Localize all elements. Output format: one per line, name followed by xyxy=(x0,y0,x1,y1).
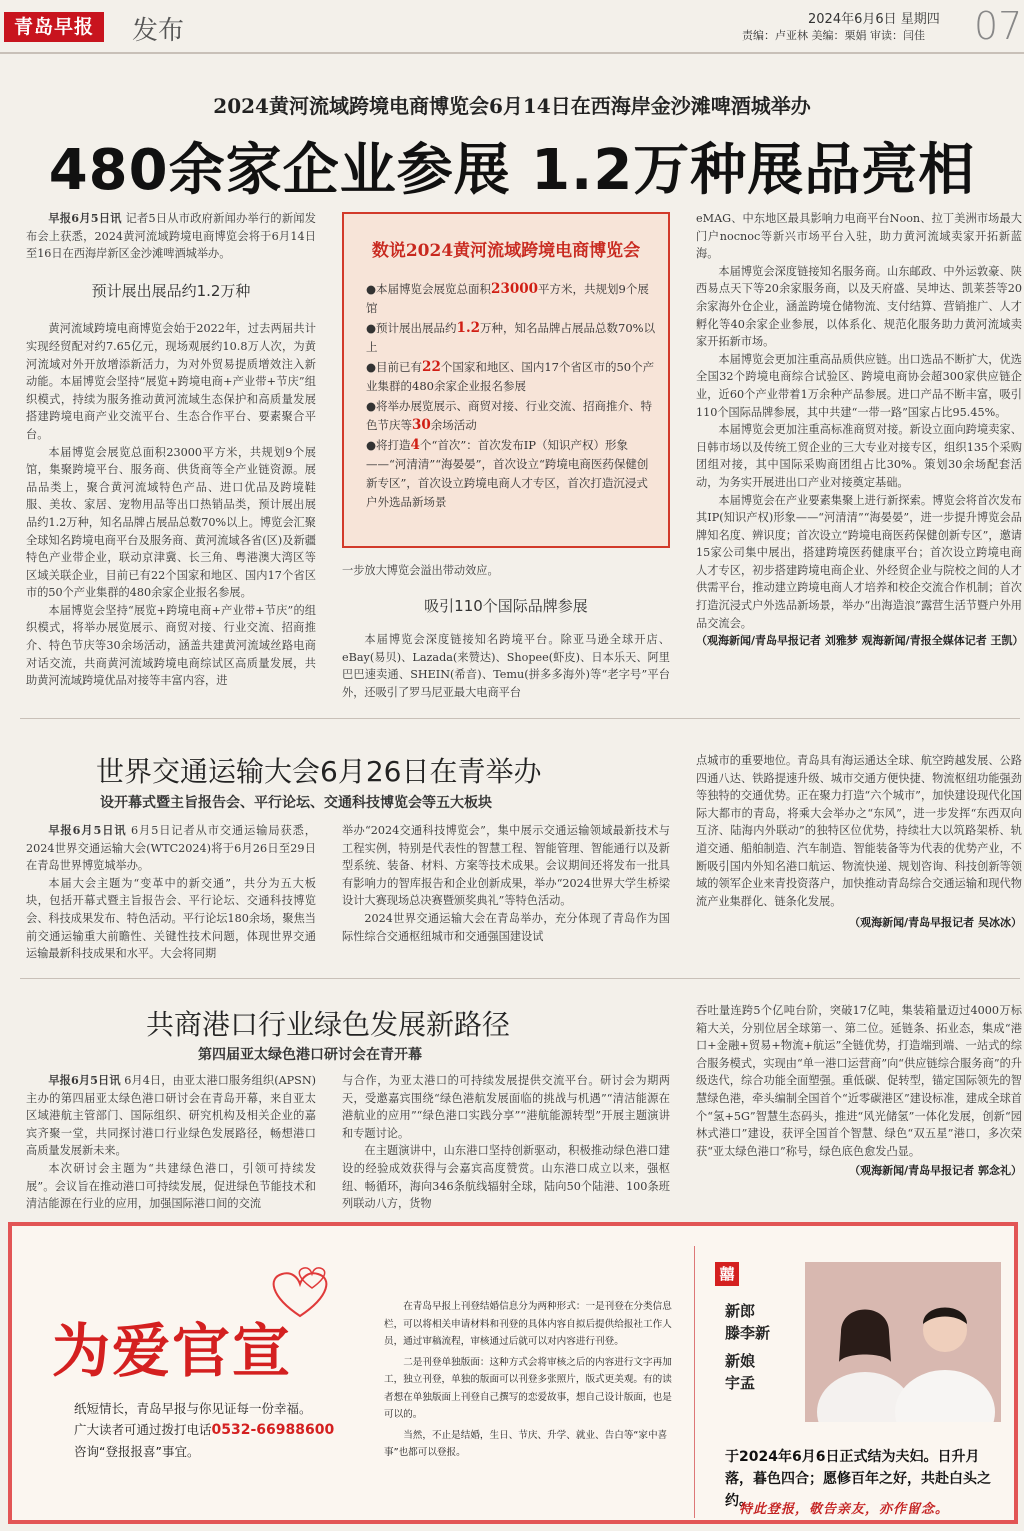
infobox-item: ●目前已有22个国家和地区、国内17个省区市的50个产业集群的480余家企业报名参展 xyxy=(366,359,655,393)
couple-photo xyxy=(805,1262,1001,1422)
infobox-item: ●将举办展览展示、商贸对接、行业交流、招商推介、特色节庆等30余场活动 xyxy=(366,399,653,433)
newspaper-logo: 青岛早报 xyxy=(4,12,104,42)
paragraph: 本届博览会更加注重高品质供应链。出口选品不断扩大，优选全国32个跨境电商综合试验区、跨境电商协会超300家供应链企业，近60个产业带着1万余种产品参展。进口产品不断丰富，吸引110个国际品牌参展，其中共建“一带一路”国家占比95.45%。 xyxy=(696,352,1022,419)
phone-number[interactable]: 0532-66988600 xyxy=(211,1422,335,1438)
infobox-item: ●将打造4个“首次”：首次发布IP（知识产权）形象——“河清清”“海晏晏”，首次设立“跨境电商医药保健创新专区”，首次设立跨境电商人才专区，首次打造沉浸式户外选品新场景 xyxy=(366,437,649,509)
story2-headline: 世界交通运输大会6月26日在青举办 xyxy=(96,755,542,788)
infobox-list xyxy=(366,280,656,513)
ad-body xyxy=(384,1298,674,1465)
paragraph: 举办“2024交通科技博览会”，集中展示交通运输领域最新技术与工程实例，特别是代表性的智慧工程、智能管理、智能通行以及新型系统、装备、材料、方案等技术成果。会议期间还将发布一批具有影响力的智库报告和企业创新成果，举办“2024世界大学生桥梁设计大赛现场总决赛暨颁奖典礼”等特色活动。 xyxy=(342,824,670,908)
paragraph: 本届博览会展览总面积23000平方米，共规划9个展馆，集聚跨境平台、服务商、供货商等全产业链资源。展品品类上，聚合黄河流域特色产品、进口优品及跨境鞋服、美妆、家居、宠物用品等出口热销品类，预计展出展品约1.2万种，知名品牌占展品总数70%以上。博览会汇聚全球知名跨境电商平台及服务商、黄河流域各省(区)及新疆特色产业带企业，联动京津冀、长三角、粤港澳大湾区等区域关联企业，目前已有22个国家和地区、国内17个省区市的50个产业集群的480余家企业报名参展。 xyxy=(26,445,316,600)
paragraph: 本届博览会在产业要素集聚上进行新探索。博览会将首次发布其IP(知识产权)形象——“河清清”“海晏晏”，进一步提升博览会品牌知名度、辨识度；首次设立“跨境电商医药保健创新专区”，邀请15家公司集中展出，搭建跨境医药健康平台；首次设立跨境电商人才专区，初步搭建跨境电商企业、外经贸企业与院校之间的人才供需平台，推动建立跨境电商人才培养和校企交流合作机制；首次打造沉浸式户外选品新场景，举办“出海造浪”露营生活节暨户外用品交流会。 xyxy=(696,493,1022,630)
paragraph: 在主题演讲中，山东港口坚持创新驱动，积极推动绿色港口建设的经验成效获得与会嘉宾高度赞赏。山东港口成立以来，强枢纽、畅循环，海向346条航线辐射全球，陆向50个陆港、100条班列联动八方，货物 xyxy=(342,1144,670,1211)
dateline: 早报6月5日讯 xyxy=(48,1073,121,1087)
story1-column-1 xyxy=(26,210,316,690)
couple-photo-illustration xyxy=(805,1262,1001,1422)
paragraph: 二是刊登单独版面：这种方式会将审核之后的内容进行文字再加工，独立刊登，单独的版面可以刊登多张照片，版式更美观。有的读者想在单独版面上刊登自己撰写的恋爱故事，想自己设计版面，也是可以的。 xyxy=(384,1356,672,1420)
stats-infobox xyxy=(342,212,670,548)
section-title: 发布 xyxy=(132,16,185,46)
story3-headline: 共商港口行业绿色发展新路径 xyxy=(146,1008,511,1041)
divider xyxy=(20,978,1020,979)
paragraph: eMAG、中东地区最具影响力电商平台Noon、拉丁美洲市场最大门户nocnoc等新兴市场平台入驻，助力黄河流域卖家开拓新蓝海。 xyxy=(696,212,1022,261)
reporter-credit: （观海新闻/青岛早报记者 刘雅梦 观海新闻/青报全媒体记者 王凯） xyxy=(696,634,1024,648)
infobox-title: 数说2024黄河流域跨境电商博览会 xyxy=(371,241,641,261)
wedding-notice xyxy=(694,1246,1013,1518)
paragraph: 2024世界交通运输大会在青岛举办，充分体现了青岛作为国际性综合交通枢纽城市和交通强国建设试 xyxy=(342,911,670,943)
paragraph: 本届博览会深度链接知名服务商。山东邮政、中外运敦豪、陕西易点天下等20余家服务商，以及天府盛、吴坤达、凯莱荟等20余家海外仓企业，涵盖跨境仓储物流、支付结算、营销推广、人才孵化等40余家企业参展，以体系化、规范化服务助力黄河流域卖家开拓新市场。 xyxy=(696,264,1022,349)
story1-kicker: 2024黄河流域跨境电商博览会6月14日在西海岸金沙滩啤酒城举办 xyxy=(213,94,811,118)
paragraph: 本届博览会坚持“展览+跨境电商+产业带+节庆”的组织模式，将举办展览展示、商贸对接、行业交流、招商推介、特色节庆等30余场活动，涵盖共建黄河流域丝路电商对话交流，共商黄河流域跨境电商综试区高质量发展，共助黄河流域跨境优品对接等丰富内容，进 xyxy=(26,603,316,688)
story1-subhead-1: 预计展出展品约1.2万种 xyxy=(91,281,251,300)
divider xyxy=(20,718,1020,719)
paragraph: 当然，不止是结婚，生日、节庆、升学、就业、告白等“家中喜事”也都可以登报。 xyxy=(384,1429,668,1458)
paragraph: 本届大会主题为“变革中的新交通”，共分为五大板块，包括开幕式暨主旨报告会、平行论坛、交通科技博览会、科技成果发布、特色活动。平行论坛180余场，聚焦当前交通运输重大前瞻性、关键性技术问题，体现世界交通运输最新科技成果和水平。大会将同期 xyxy=(26,876,316,961)
editor-credits: 责编：卢亚林 美编：栗娟 审读：闫佳 xyxy=(742,29,925,42)
couple-labels: 新郎 滕李新 新娘 宇孟 xyxy=(725,1302,771,1392)
double-happiness-icon: 囍 xyxy=(715,1262,739,1286)
dateline: 早报6月5日讯 xyxy=(48,211,122,225)
story2-column-2 xyxy=(342,822,670,945)
paragraph: 与合作，为亚太港口的可持续发展提供交流平台。研讨会为期两天，受邀嘉宾围绕“绿色港航发展面临的挑战与机遇”“清洁能源在港航业的应用”“绿色港口实践分享”“港航能源转型”开展主题演讲和专题讨论。 xyxy=(342,1074,670,1140)
paragraph: 本届博览会更加注重高标准商贸对接。新设立面向跨境卖家、日韩市场以及传统工贸企业的三大专业对接专区，组织135个采购团组对接，其中国际采购商团组占比30%。策划30余场配套活动，为务实开展进出口产业对接奠定基础。 xyxy=(696,423,1022,489)
ad-tagline: 纸短情长，青岛早报与你见证每一份幸福。 广大读者可通过拨打电话0532-66988600 咨询“登报报喜”事宜。 xyxy=(74,1401,335,1459)
wedding-announcement-ad xyxy=(8,1222,1018,1524)
paragraph: 黄河流域跨境电商博览会始于2022年，过去两届共计实现经贸配对约7.65亿元，现场观展约10.8万人次，为黄河流域对外开放增添新活力，为对外贸易提质增效注入新动能。本届博览会坚持“展览+跨境电商+产业带+节庆”组织模式，持续为服务推动黄河流域生态保护和高质量发展搭建跨境电商产业交流平台、生态合作平台、要素聚合平台。 xyxy=(26,322,316,441)
page-number: 07 xyxy=(974,4,1023,48)
story3-column-3 xyxy=(696,1002,1022,1180)
story2-column-3 xyxy=(696,752,1022,932)
paragraph: 本次研讨会主题为“共建绿色港口，引领可持续发展”。会议旨在推动港口可持续发展，促进绿色节能技术和清洁能源在行业的应用，加强国际港口间的交流 xyxy=(26,1161,316,1211)
story3-subhead: 第四届亚太绿色港口研讨会在青开幕 xyxy=(198,1047,422,1063)
lead-text: 记者5日从市政府新闻办举行的新闻发布会上获悉，2024黄河流域跨境电商博览会将于6月14日至16日在西海岸新区金沙滩啤酒城举办。 xyxy=(26,212,316,261)
wedding-footer: 特此登报，敬告亲友，亦作留念。 xyxy=(739,1502,950,1517)
issue-date: 2024年6月6日 星期四 xyxy=(808,12,940,27)
dateline: 早报6月5日讯 xyxy=(48,823,127,837)
paragraph: 本届博览会深度链接知名跨境平台。除亚马逊全球开店、eBay(易贝)、Lazada(来赞达)、Shopee(虾皮)、日本乐天、阿里巴巴速卖通、SHEIN(希音)、Temu(拼多多海外)等“老字号”平台外，还吸引了罗马尼亚最大电商平台 xyxy=(342,633,670,699)
wedding-date-text: 于2024年6月6日正式结为夫妇。日升月落，暮色四合；愿修百年之好，共赴白头之约。 xyxy=(725,1449,991,1509)
story1-subhead-2: 吸引110个国际品牌参展 xyxy=(424,596,588,615)
story2-column-1: 早报6月5日讯 6月5日记者从市交通运输局获悉，2024世界交通运输大会(WTC2024)将于6月26日至29日在青岛世界博览城举办。 本届大会主题为“变革中的新交通”，共分为五大板块，包括开幕式暨主旨报告会、平行论坛、交通科技博览会、科技成果发布、特色活动。平行论坛180余场，聚焦当前交通运输重大前瞻性、关键性技术问题，体现世界交通运输最新科技成果和水平。大会将同期 xyxy=(26,822,316,963)
paragraph: 在青岛早报上刊登结婚信息分为两种形式：一是刊登在分类信息栏，可以将相关申请材料和刊登的具体内容自拟后提供给报社工作人员，通过审稿流程，审核通过后就可以对内容进行刊登。 xyxy=(384,1301,672,1347)
paragraph: 点城市的重要地位。青岛具有海运通达全球、航空跨越发展、公路四通八达、铁路提速升级、城市交通方便快捷、物流枢纽功能强劲等独特的交通优势。正在聚力打造“六个城市”，加快建设现代化国际大都市的青岛，将乘大会举办之“东风”，进一步发挥“东西双向互济、陆海内外联动”的独特区位优势，持续壮大以筑路架桥、轨道交通、船舶制造、汽车制造、智能装备等为代表的优势产业，不断吸引国内外知名港口航运、物流快递、规划咨询、科技创新等领域的领军企业来青投资落户，加快推动青岛综合交通运输和现代物流产业集群化、链条化发展。 xyxy=(696,754,1022,908)
paragraph: 吞吐量连跨5个亿吨台阶，突破17亿吨，集装箱量迈过4000万标箱大关，分别位居全球第一、第二位。延链条、拓业态，集成“港口+金融+贸易+物流+航运”全链优势，打造端到端、一站式的综合服务模式，实现由“单一港口运营商”向“供应链综合服务商”的升级迭代，综合功能全面塑强。重低碳、促转型，锚定国际领先的智慧绿色港，牵头编制全国首个“近零碳港区”建设标准，建成全球首个“氢+5G”智慧生态码头，推进“风光储氢”一体化发展，创新“园林式港口”建设，获评全国首个智慧、绿色“双五星”港口，多次荣获“亚太绿色港口”称号，绿色底色愈发凸显。 xyxy=(696,1004,1022,1158)
infobox-item: ●预计展出展品约1.2万种，知名品牌占展品总数70%以上 xyxy=(366,320,656,354)
masthead xyxy=(0,0,1024,54)
ad-title: 为爱官宣 xyxy=(52,1317,293,1385)
reporter-credit: （观海新闻/青岛早报记者 吴冰冰） xyxy=(849,916,1022,930)
infobox-item: ●本届博览会展览总面积23000平方米，共规划9个展馆 xyxy=(366,281,649,315)
story1-headline: 480余家企业参展 1.2万种展品亮相 xyxy=(48,138,976,203)
reporter-credit: （观海新闻/青岛早报记者 郭念礼） xyxy=(849,1164,1022,1178)
story3-column-1: 早报6月5日讯 6月4日，由亚太港口服务组织(APSN)主办的第四届亚太绿色港口研讨会在青岛开幕，来自亚太区域港航主管部门、国际组织、研究机构及相关企业的嘉宾齐聚一堂，共同探讨港口行业绿色发展路径，畅想港口高质量发展新未来。 本次研讨会主题为“共建绿色港口，引领可持续发展”。会议旨在推动港口可持续发展，促进绿色节能技术和清洁能源在行业的应用，加强国际港口间的交流 xyxy=(26,1072,316,1213)
paragraph: 一步放大博览会溢出带动效应。 xyxy=(342,564,499,577)
story1-column-3 xyxy=(696,210,1022,650)
story3-column-2 xyxy=(342,1072,670,1213)
story2-subhead: 设开幕式暨主旨报告会、平行论坛、交通科技博览会等五大板块 xyxy=(100,795,492,811)
story1-column-2 xyxy=(342,562,670,702)
